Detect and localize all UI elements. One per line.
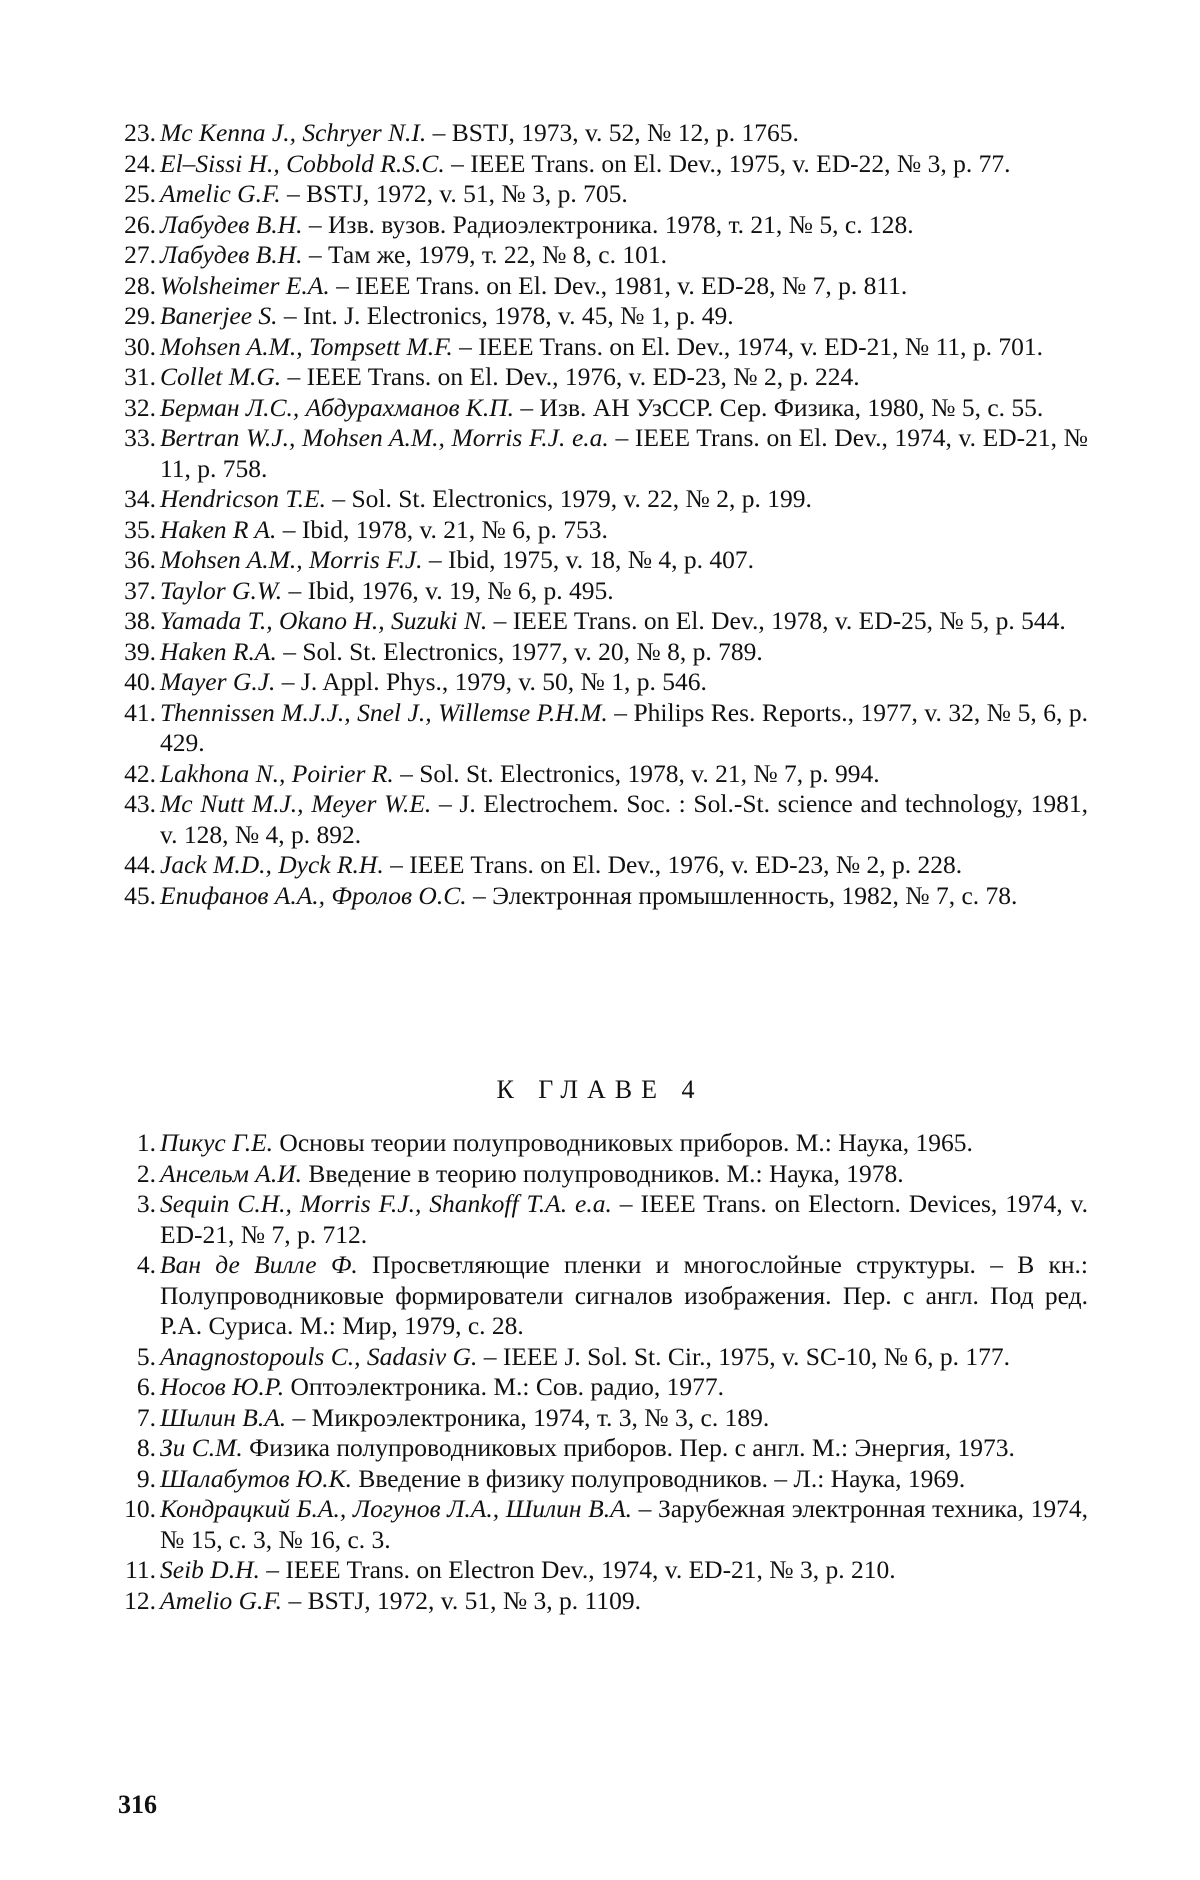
- reference-item: [100, 515, 1088, 546]
- reference-authors: Hendricson T.E.: [160, 484, 326, 513]
- reference-authors: Taylor G.W.: [160, 575, 283, 605]
- reference-item: [100, 576, 1088, 607]
- reference-source: Оптоэлектроника. М.: Сов. радио, 1977.: [284, 1372, 724, 1401]
- reference-number: 2.: [136, 1158, 156, 1188]
- reference-number: 28.: [124, 270, 156, 300]
- reference-authors: Lakhona N., Poirier R.: [160, 758, 394, 788]
- reference-authors: Mohsen A.M., Morris F.J.: [160, 545, 423, 574]
- reference-source: – Изв. АН УзССР. Сер. Физика, 1980, № 5, с. 55.: [514, 392, 1044, 422]
- reference-item: [100, 759, 1088, 790]
- reference-text: [160, 1494, 1088, 1555]
- reference-text: [160, 515, 1088, 546]
- reference-item: [100, 1128, 1088, 1159]
- reference-item: [100, 484, 1088, 515]
- reference-authors: Amelic G.F.: [160, 179, 281, 208]
- reference-source: – Там же, 1979, т. 22, № 8, с. 101.: [302, 240, 667, 269]
- reference-number: 3.: [136, 1189, 156, 1218]
- reference-item: [100, 698, 1088, 759]
- reference-number: 33.: [124, 423, 156, 452]
- reference-authors: Шалабутов Ю.К.: [160, 1463, 352, 1493]
- reference-authors: Seib D.H.: [160, 1555, 260, 1584]
- reference-text: [160, 545, 1088, 576]
- reference-authors: Haken R A.: [160, 514, 277, 544]
- reference-source: – BSTJ, 1973, v. 52, № 12, p. 1765.: [426, 118, 799, 147]
- reference-number: 40.: [124, 667, 156, 696]
- reference-number: 26.: [124, 209, 156, 239]
- reference-number: 27.: [124, 240, 156, 269]
- reference-number: 44.: [124, 850, 156, 879]
- reference-authors: Mc Nutt M.J., Meyer W.E.: [160, 789, 432, 818]
- reference-item: [100, 545, 1088, 576]
- reference-authors: Шилин В.А.: [160, 1402, 287, 1432]
- reference-authors: Лабудев В.Н.: [160, 209, 303, 239]
- reference-text: [160, 484, 1088, 515]
- reference-source: – IEEE Trans. on Electorn. Devices, 1974, v. ED-21, № 7, p. 712.: [160, 1189, 1088, 1249]
- reference-number: 5.: [136, 1341, 156, 1371]
- reference-item: [100, 637, 1088, 668]
- reference-item: [100, 1464, 1088, 1495]
- reference-source: Основы теории полупроводниковых приборов. М.: Наука, 1965.: [273, 1128, 973, 1157]
- reference-number: 12.: [124, 1585, 156, 1615]
- reference-authors: Amelio G.F.: [160, 1585, 283, 1615]
- page-number: 316: [118, 1790, 157, 1819]
- reference-number: 31.: [124, 362, 156, 391]
- reference-source: – Зарубежная электронная техника, 1974, № 15, с. 3, № 16, с. 3.: [160, 1494, 1088, 1554]
- reference-text: [160, 1128, 1088, 1159]
- reference-item: [100, 118, 1088, 149]
- reference-source: – Sol. St. Electronics, 1977, v. 20, № 8, p. 789.: [276, 636, 763, 666]
- reference-text: [160, 1342, 1088, 1373]
- reference-item: [100, 393, 1088, 424]
- reference-text: [160, 606, 1088, 637]
- reference-text: [160, 698, 1088, 759]
- reference-text: [160, 1464, 1088, 1495]
- reference-authors: Haken R.A.: [160, 636, 277, 666]
- reference-item: [100, 667, 1088, 698]
- reference-authors: Sequin C.H., Morris F.J., Shankoff T.A. e.a.: [160, 1189, 612, 1218]
- chapter-heading: К ГЛАВЕ 4: [496, 1075, 704, 1104]
- reference-source: – IEEE Trans. on El. Dev., 1978, v. ED-25, № 5, p. 544.: [487, 606, 1066, 635]
- reference-text: [160, 1372, 1088, 1403]
- reference-item: [100, 240, 1088, 271]
- reference-list-chapter-4: [100, 1128, 1088, 1616]
- reference-item: [100, 1555, 1088, 1586]
- reference-text: [160, 576, 1088, 607]
- reference-item: [100, 362, 1088, 393]
- reference-text: [160, 1159, 1088, 1190]
- reference-number: 1.: [136, 1128, 156, 1157]
- reference-source: – Ibid, 1975, v. 18, № 4, p. 407.: [422, 545, 755, 574]
- reference-number: 9.: [136, 1463, 156, 1493]
- reference-authors: Thennissen M.J.J., Snel J., Willemse P.H.M.: [160, 697, 608, 727]
- reference-text: [160, 240, 1088, 271]
- reference-authors: Лабудев В.Н.: [160, 240, 303, 269]
- reference-text: [160, 1586, 1088, 1617]
- reference-number: 37.: [124, 575, 156, 605]
- reference-authors: Banerjee S.: [160, 301, 278, 330]
- reference-number: 35.: [124, 514, 156, 544]
- reference-text: [160, 179, 1088, 210]
- reference-source: – Int. J. Electronics, 1978, v. 45, № 1, p. 49.: [277, 301, 734, 330]
- reference-text: [160, 1403, 1088, 1434]
- reference-authors: Епифанов А.А., Фролов О.С.: [160, 880, 467, 910]
- reference-authors: Зи С.М.: [160, 1433, 243, 1462]
- reference-item: [100, 179, 1088, 210]
- reference-number: 4.: [136, 1250, 156, 1279]
- reference-number: 43.: [124, 789, 156, 818]
- reference-number: 29.: [124, 301, 156, 330]
- reference-authors: Кондрацкий Б.А., Логунов Л.А., Шилин В.А.: [160, 1494, 633, 1523]
- reference-item: [100, 1159, 1088, 1190]
- reference-source: – BSTJ, 1972, v. 51, № 3, p. 705.: [280, 179, 628, 208]
- reference-item: [100, 332, 1088, 363]
- reference-source: – IEEE Trans. on El. Dev., 1981, v. ED-28, № 7, p. 811.: [329, 270, 908, 300]
- reference-source: Введение в теорию полупроводников. М.: Наука, 1978.: [302, 1158, 904, 1188]
- reference-authors: Jack M.D., Dyck R.H.: [160, 850, 384, 879]
- reference-source: – BSTJ, 1972, v. 51, № 3, p. 1109.: [282, 1585, 641, 1615]
- reference-authors: Mc Kenna J., Schryer N.I.: [160, 118, 427, 147]
- reference-text: [160, 118, 1088, 149]
- reference-authors: Носов Ю.Р.: [160, 1372, 285, 1401]
- reference-item: [100, 850, 1088, 881]
- reference-number: 6.: [136, 1372, 156, 1401]
- reference-source: – J. Electrochem. Soc. : Sol.-St. science and technology, 1981, v. 128, № 4, p. 892.: [160, 789, 1088, 849]
- reference-item: [100, 1372, 1088, 1403]
- reference-source: Введение в физику полупроводников. – Л.: Наука, 1969.: [351, 1463, 966, 1493]
- reference-source: – Philips Res. Reports., 1977, v. 32, № 5, 6, p. 429.: [160, 697, 1088, 757]
- reference-number: 11.: [125, 1555, 156, 1584]
- reference-authors: Пикус Г.Е.: [160, 1128, 274, 1157]
- reference-source: – IEEE Trans. on El. Dev., 1975, v. ED-22, № 3, p. 77.: [444, 148, 1011, 178]
- reference-authors: Ансельм А.И.: [160, 1158, 303, 1188]
- reference-item: [100, 271, 1088, 302]
- reference-source: – Ibid, 1978, v. 21, № 6, p. 753.: [276, 514, 608, 544]
- reference-text: [160, 271, 1088, 302]
- reference-text: [160, 881, 1088, 912]
- reference-item: [100, 301, 1088, 332]
- reference-item: [100, 1189, 1088, 1250]
- reference-authors: Collet M.G.: [160, 362, 282, 391]
- reference-item: [100, 1250, 1088, 1342]
- reference-source: – Микроэлектроника, 1974, т. 3, № 3, с. 189.: [286, 1402, 770, 1432]
- reference-text: [160, 850, 1088, 881]
- reference-text: [160, 1250, 1088, 1342]
- reference-item: [100, 149, 1088, 180]
- reference-number: 30.: [124, 331, 156, 361]
- reference-number: 10.: [124, 1494, 156, 1523]
- reference-source: Просветляющие пленки и многослойные структуры. – В кн.: Полупроводниковые формирователи сигналов изображения. Пер. с англ. Под ред. Р.А. Суриса. М.: Мир, 1979, с. 28.: [160, 1250, 1089, 1340]
- reference-source: – IEEE Trans. on El. Dev., 1976, v. ED-23, № 2, p. 224.: [281, 362, 860, 391]
- reference-number: 8.: [136, 1433, 156, 1462]
- reference-source: – IEEE Trans. on El. Dev., 1974, v. ED-21, № 11, p. 758.: [160, 423, 1088, 483]
- reference-source: – J. Appl. Phys., 1979, v. 50, № 1, p. 546.: [275, 667, 707, 696]
- reference-text: [160, 1555, 1088, 1586]
- reference-source: Физика полупроводниковых приборов. Пер. с англ. М.: Энергия, 1973.: [242, 1433, 1015, 1462]
- reference-number: 25.: [124, 179, 156, 208]
- reference-authors: Yamada T., Okano H., Suzuki N.: [160, 606, 488, 635]
- reference-number: 36.: [124, 545, 156, 574]
- reference-text: [160, 759, 1088, 790]
- reference-text: [160, 149, 1088, 180]
- reference-number: 41.: [124, 697, 156, 727]
- reference-text: [160, 393, 1088, 424]
- reference-text: [160, 789, 1088, 850]
- reference-item: [100, 210, 1088, 241]
- reference-number: 32.: [124, 392, 156, 422]
- reference-text: [160, 637, 1088, 668]
- reference-text: [160, 667, 1088, 698]
- reference-item: [100, 1586, 1088, 1617]
- reference-source: – Изв. вузов. Радиоэлектроника. 1978, т. 21, № 5, с. 128.: [302, 209, 914, 239]
- reference-list-chapter-3: [100, 118, 1088, 911]
- reference-number: 24.: [124, 148, 156, 178]
- reference-number: 45.: [124, 880, 156, 910]
- reference-item: [100, 423, 1088, 484]
- reference-number: 38.: [124, 606, 156, 635]
- reference-item: [100, 1342, 1088, 1373]
- reference-source: – IEEE J. Sol. St. Cir., 1975, v. SC-10, № 6, p. 177.: [477, 1341, 1011, 1371]
- reference-item: [100, 789, 1088, 850]
- reference-text: [160, 210, 1088, 241]
- reference-text: [160, 301, 1088, 332]
- reference-text: [160, 1433, 1088, 1464]
- reference-source: – Sol. St. Electronics, 1978, v. 21, № 7, p. 994.: [393, 758, 880, 788]
- reference-source: – Ibid, 1976, v. 19, № 6, p. 495.: [282, 575, 614, 605]
- reference-authors: El–Sissi H., Cobbold R.S.C.: [160, 148, 445, 178]
- reference-authors: Bertran W.J., Mohsen A.M., Morris F.J. e.a.: [160, 423, 609, 452]
- reference-authors: Wolsheimer E.A.: [160, 270, 330, 300]
- reference-number: 34.: [124, 484, 156, 513]
- reference-text: [160, 332, 1088, 363]
- reference-authors: Ван де Вилле Ф.: [160, 1250, 358, 1279]
- reference-authors: Mayer G.J.: [160, 667, 276, 696]
- reference-authors: Берман Л.С., Абдурахманов К.П.: [160, 392, 515, 422]
- reference-item: [100, 606, 1088, 637]
- reference-source: – IEEE Trans. on El. Dev., 1974, v. ED-21, № 11, p. 701.: [452, 331, 1044, 361]
- reference-authors: Mohsen A.M., Tompsett M.F.: [160, 331, 453, 361]
- reference-number: 7.: [136, 1402, 156, 1432]
- reference-text: [160, 362, 1088, 393]
- reference-number: 39.: [124, 636, 156, 666]
- reference-item: [100, 1403, 1088, 1434]
- reference-source: – Электронная промышленность, 1982, № 7, с. 78.: [466, 880, 1018, 910]
- reference-text: [160, 1189, 1088, 1250]
- reference-source: – IEEE Trans. on El. Dev., 1976, v. ED-23, № 2, p. 228.: [383, 850, 963, 879]
- reference-text: [160, 423, 1088, 484]
- reference-item: [100, 1494, 1088, 1555]
- reference-source: – Sol. St. Electronics, 1979, v. 22, № 2, p. 199.: [325, 484, 812, 513]
- reference-authors: Anagnostopouls C., Sadasiv G.: [160, 1341, 478, 1371]
- reference-item: [100, 881, 1088, 912]
- reference-number: 42.: [124, 758, 156, 788]
- reference-item: [100, 1433, 1088, 1464]
- reference-source: – IEEE Trans. on Electron Dev., 1974, v. ED-21, № 3, p. 210.: [259, 1555, 896, 1584]
- reference-number: 23.: [124, 118, 156, 147]
